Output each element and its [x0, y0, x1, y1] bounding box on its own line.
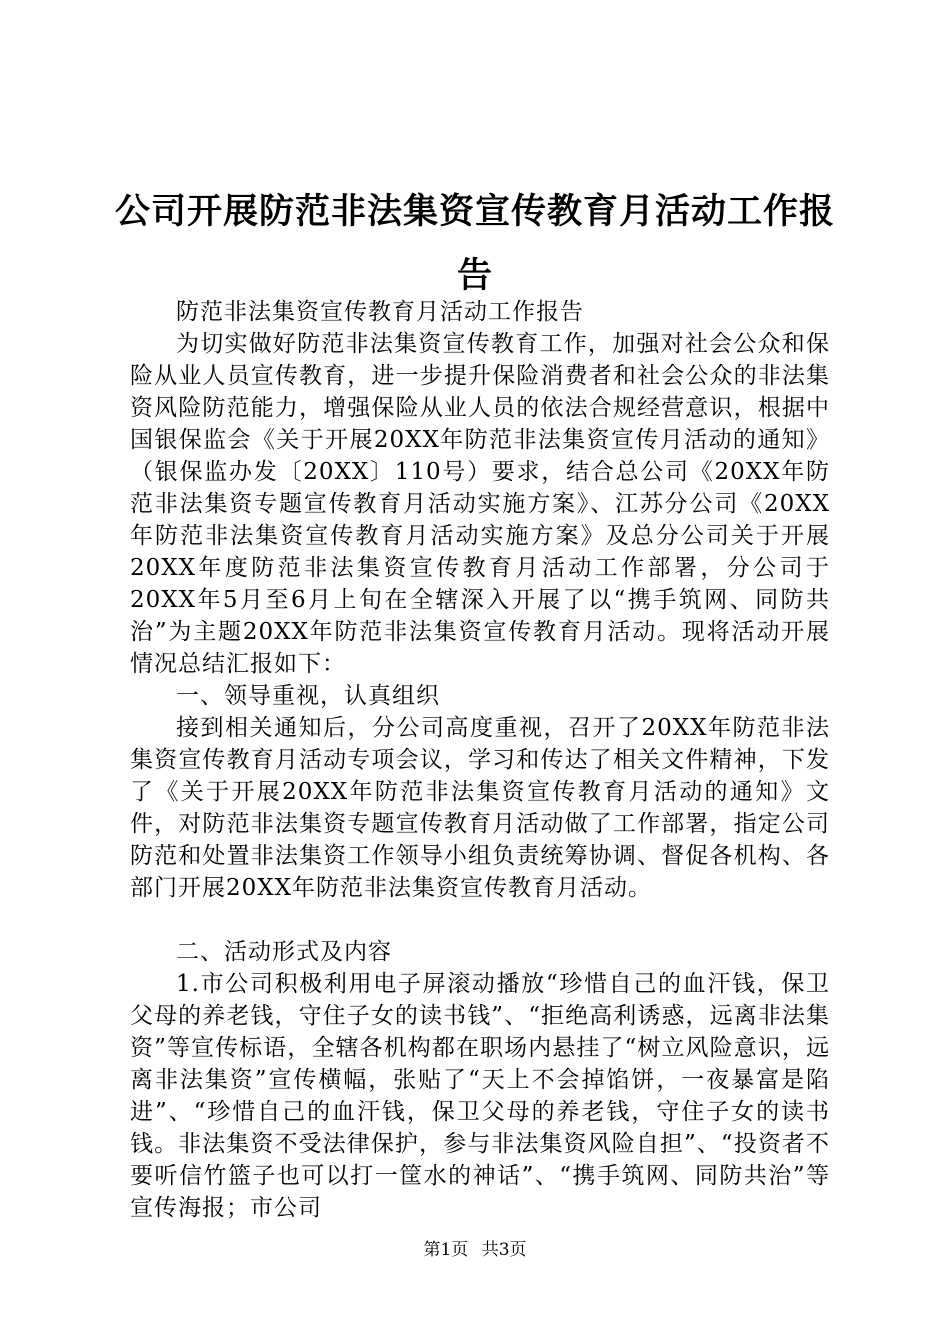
section-heading-2: 二、活动形式及内容: [176, 939, 392, 965]
document-body: [130, 296, 830, 1224]
paragraph-section-2-item-1: 1.市公司积极利用电子屏滚动播放“珍惜自己的血汗钱，保卫父母的养老钱，守住子女的读书钱”、“拒绝高利诱惑，远离非法集资”等宣传标语，全辖各机构都在职场内悬挂了“树立风险意识，远离非法集资”宣传横幅，张贴了“天上不会掉馅饼，一夜暴富是陷进”、“珍惜自己的血汗钱，保卫父母的养老钱，守住子女的读书钱。非法集资不受法律保护，参与非法集资风险自担”、“投资者不要听信竹篮子也可以打一筐水的神话”、“携手筑网、同防共治”等宣传海报；市公司: [130, 971, 830, 1221]
paragraph-subtitle: 防范非法集资宣传教育月活动工作报告: [176, 299, 584, 325]
document-title: 公司开展防范非法集资宣传教育月活动工作报告: [114, 192, 835, 296]
page-total: 共3页: [481, 1240, 527, 1260]
paragraph-intro: 为切实做好防范非法集资宣传教育工作，加强对社会公众和保险从业人员宣传教育，进一步提升保险消费者和社会公众的非法集资风险防范能力，增强保险从业人员的依法合规经营意识，根据中国银保监会《关于开展20XX年防范非法集资宣传月活动的通知》（银保监办发〔20XX〕110号）要求，结合总公司《20XX年防范非法集资专题宣传教育月活动实施方案》、江苏分公司《20XX年防范非法集资宣传教育月活动实施方案》及总分公司关于开展20XX年度防范非法集资宣传教育月活动工作部署，分公司于20XX年5月至6月上旬在全辖深入开展了以“携手筑网、同防共治”为主题20XX年防范非法集资宣传教育月活动。现将活动开展情况总结汇报如下：: [130, 331, 830, 677]
page-footer: [0, 1238, 950, 1262]
page-number: 第1页: [423, 1240, 469, 1260]
section-heading-1: 一、领导重视，认真组织: [176, 683, 440, 709]
paragraph-section-1: 接到相关通知后，分公司高度重视，召开了20XX年防范非法集资宣传教育月活动专项会议，学习和传达了相关文件精神，下发了《关于开展20XX年防范非法集资宣传教育月活动的通知》文件，对防范非法集资专题宣传教育月活动做了工作部署，指定公司防范和处置非法集资工作领导小组负责统筹协调、督促各机构、各部门开展20XX年防范非法集资宣传教育月活动。: [130, 715, 830, 901]
